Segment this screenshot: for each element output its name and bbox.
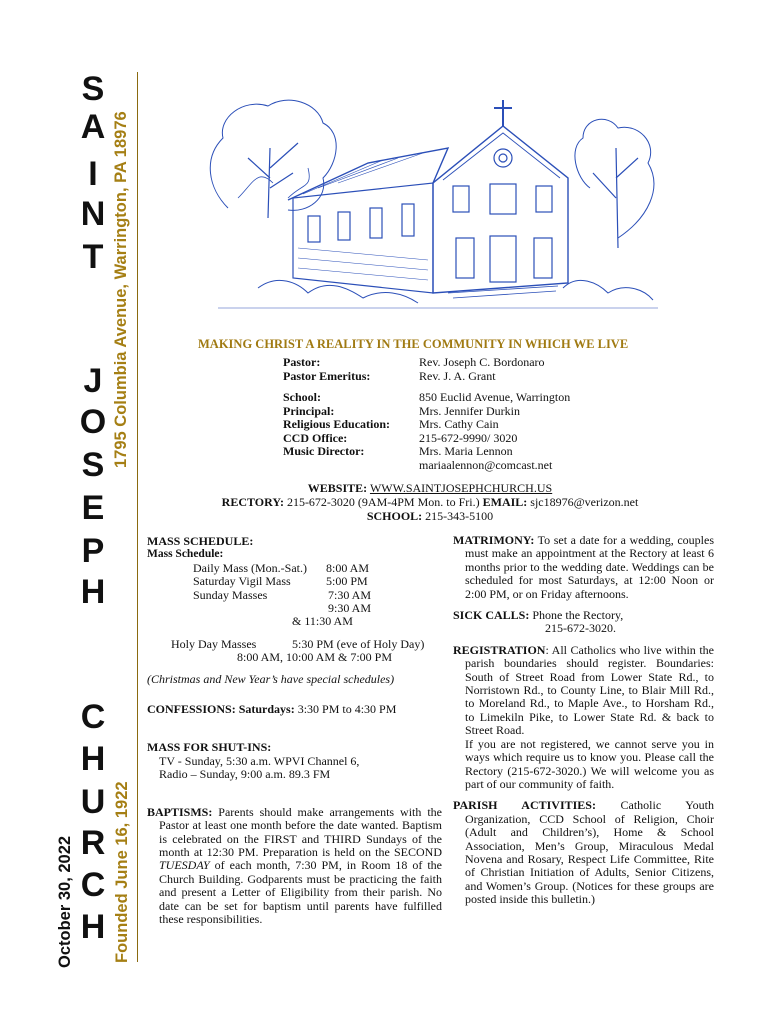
- sunday-mass-time-3: & 11:30 AM: [292, 614, 353, 629]
- title-letter: S: [81, 70, 105, 108]
- daily-mass-label: Daily Mass (Mon.-Sat.): [193, 560, 307, 575]
- principal-label: Principal:: [283, 403, 335, 418]
- staff-labels: [283, 356, 390, 459]
- email-address[interactable]: sjc18976@verizon.net: [530, 495, 639, 509]
- right-column: [453, 534, 714, 907]
- title-letter: C: [80, 866, 106, 904]
- shutins-heading: MASS FOR SHUT-INS:: [147, 740, 272, 755]
- school-label: School:: [283, 390, 322, 404]
- music-director-name: Mrs. Maria Lennon: [419, 444, 513, 458]
- baptisms-text-1: Parents should make arrangements with the Pastor at least one month before the date wanted. Baptism is celebrated on the FIRST and THIRD Sundays of the month at 12:30 PM. Preparation is held on the SECOND: [159, 804, 442, 859]
- title-letter: T: [82, 238, 104, 276]
- daily-mass-time: 8:00 AM: [326, 560, 370, 575]
- title-letter: C: [80, 698, 106, 736]
- school-phone-label: SCHOOL:: [366, 509, 423, 523]
- website-label: WEBSITE:: [307, 481, 368, 495]
- title-letter: U: [80, 783, 106, 821]
- title-letter: A: [80, 108, 106, 146]
- motto: MAKING CHRIST A REALITY IN THE COMMUNITY IN WHICH WE LIVE: [198, 337, 629, 351]
- pastor-label: Pastor:: [283, 355, 321, 369]
- emeritus-name: Rev. J. A. Grant: [419, 368, 496, 383]
- school-address: 850 Euclid Avenue, Warrington: [419, 390, 571, 404]
- founded-vertical: Founded June 16, 1922: [113, 781, 131, 963]
- ccd-office-label: CCD Office:: [283, 430, 348, 445]
- staff-values: [419, 356, 570, 472]
- title-letter: P: [81, 532, 105, 570]
- matrimony-paragraph: [453, 534, 714, 601]
- sidebar-divider: [137, 72, 138, 962]
- ccd-phone: 215-672-9990/ 3020: [419, 430, 518, 445]
- title-letter: J: [83, 362, 103, 400]
- title-letter: E: [81, 489, 105, 527]
- title-letter: H: [80, 908, 106, 946]
- registration-label: REGISTRATION: [453, 642, 546, 657]
- vigil-mass-time: 5:00 PM: [326, 574, 368, 589]
- holy-day-times: 8:00 AM, 10:00 AM & 7:00 PM: [237, 650, 393, 665]
- title-letter: I: [88, 155, 98, 193]
- confessions-time: 3:30 PM to 4:30 PM: [297, 702, 397, 717]
- mass-schedule-subheading: Mass Schedule:: [147, 548, 224, 561]
- sick-calls-phone: 215-672-3020.: [545, 621, 616, 636]
- sick-calls-label: SICK CALLS:: [453, 608, 530, 623]
- rectory-label: RECTORY:: [221, 495, 284, 509]
- holy-day-eve-time: 5:30 PM (eve of Holy Day): [292, 636, 425, 651]
- pastor-name: Rev. Joseph C. Bordonaro: [419, 355, 545, 369]
- baptisms-text-2: of each month, 7:30 PM, in Room 18 of the Church Building. Godparents must be practicing the faith and present a Letter of Eligibility from their parish. No date can be set for baptism until parents have fulfilled these responsibilities.: [159, 858, 442, 926]
- religious-ed-label: Religious Education:: [283, 417, 391, 431]
- sick-calls-text: Phone the Rectory,: [532, 608, 624, 623]
- sunday-mass-time-2: 9:30 AM: [328, 601, 372, 616]
- title-letter: H: [80, 740, 106, 778]
- baptisms-text-emphasis: TUESDAY: [159, 858, 210, 873]
- matrimony-text: To set a date for a wedding, couples must make an appointment at the Rectory at least 6 months prior to the wedding date. Weddings can be scheduled for most Saturdays, at 12:00 Noon or 2:00 PM, or on Friday afternoons.: [465, 533, 714, 601]
- title-letter: R: [80, 824, 106, 862]
- sunday-mass-time-1: 7:30 AM: [328, 587, 372, 602]
- mass-schedule-note: (Christmas and New Year’s have special schedules): [147, 671, 395, 686]
- website-link[interactable]: WWW.SAINTJOSEPHCHURCH.US: [369, 481, 553, 495]
- registration-paragraph-1: [453, 644, 714, 738]
- contact-block: [140, 481, 720, 523]
- rectory-phone: 215-672-3020 (9AM-4PM Mon. to Fri.): [286, 495, 480, 509]
- email-label: EMAIL:: [482, 495, 528, 509]
- holy-day-label: Holy Day Masses: [171, 636, 257, 651]
- registration-text-1: : All Catholics who live within the parish boundaries should register. Boundaries: South of Street Road from Lower State Rd., to Norristown Rd., to County Line, to Blair Mill Rd., to Moreland Rd., to Maple Ave., to Horsham Rd., to Limekiln Pike, to Lower State Rd. & back to Street Road.: [465, 642, 714, 738]
- music-director-label: Music Director:: [283, 444, 365, 458]
- title-letter: O: [79, 403, 107, 441]
- activities-label: PARISH ACTIVITIES:: [453, 798, 596, 813]
- church-building-sketch-icon: [198, 88, 668, 314]
- left-column: [147, 535, 442, 926]
- matrimony-label: MATRIMONY:: [453, 533, 535, 547]
- vigil-mass-label: Saturday Vigil Mass: [193, 574, 291, 589]
- date-vertical: October 30, 2022: [56, 835, 74, 968]
- confessions-label: CONFESSIONS: Saturdays:: [147, 702, 295, 717]
- activities-text: Catholic Youth Organization, CCD School of Religion, Choir (Adult and Children’s), Home & School Association, Men’s Group, Miraculous Medal Novena and Rosary, Respect Life Committee, Rite of Christian Initiation of Adults, Senior Citizens, and Women’s Group. (Notices for these groups are posted inside this bulletin.): [465, 798, 714, 907]
- shutins-tv: TV - Sunday, 5:30 a.m. WPVI Channel 6,: [159, 753, 360, 768]
- sunday-mass-label: Sunday Masses: [193, 587, 268, 602]
- title-letter: S: [81, 446, 105, 484]
- principal-name: Mrs. Jennifer Durkin: [419, 403, 520, 418]
- registration-text-2: If you are not registered, we cannot serve you in ways which require us to know you. Please call the Rectory (215-672-3020.) We will welcome you as part of our community of faith.: [465, 736, 714, 791]
- school-phone: 215-343-5100: [425, 509, 494, 523]
- mass-schedule-heading: MASS SCHEDULE:: [147, 534, 254, 548]
- title-letter: H: [80, 573, 106, 611]
- title-letter: N: [80, 195, 106, 233]
- music-director-email[interactable]: mariaalennon@comcast.net: [419, 457, 553, 472]
- address-vertical: 1795 Columbia Avenue, Warrington, PA 18976: [112, 111, 130, 468]
- religious-ed-name: Mrs. Cathy Cain: [419, 417, 499, 431]
- emeritus-label: Pastor Emeritus:: [283, 368, 371, 383]
- baptisms-label: BAPTISMS:: [147, 804, 213, 819]
- baptisms-paragraph: [147, 806, 442, 927]
- shutins-radio: Radio – Sunday, 9:00 a.m. 89.3 FM: [159, 767, 331, 782]
- activities-paragraph: [453, 799, 714, 906]
